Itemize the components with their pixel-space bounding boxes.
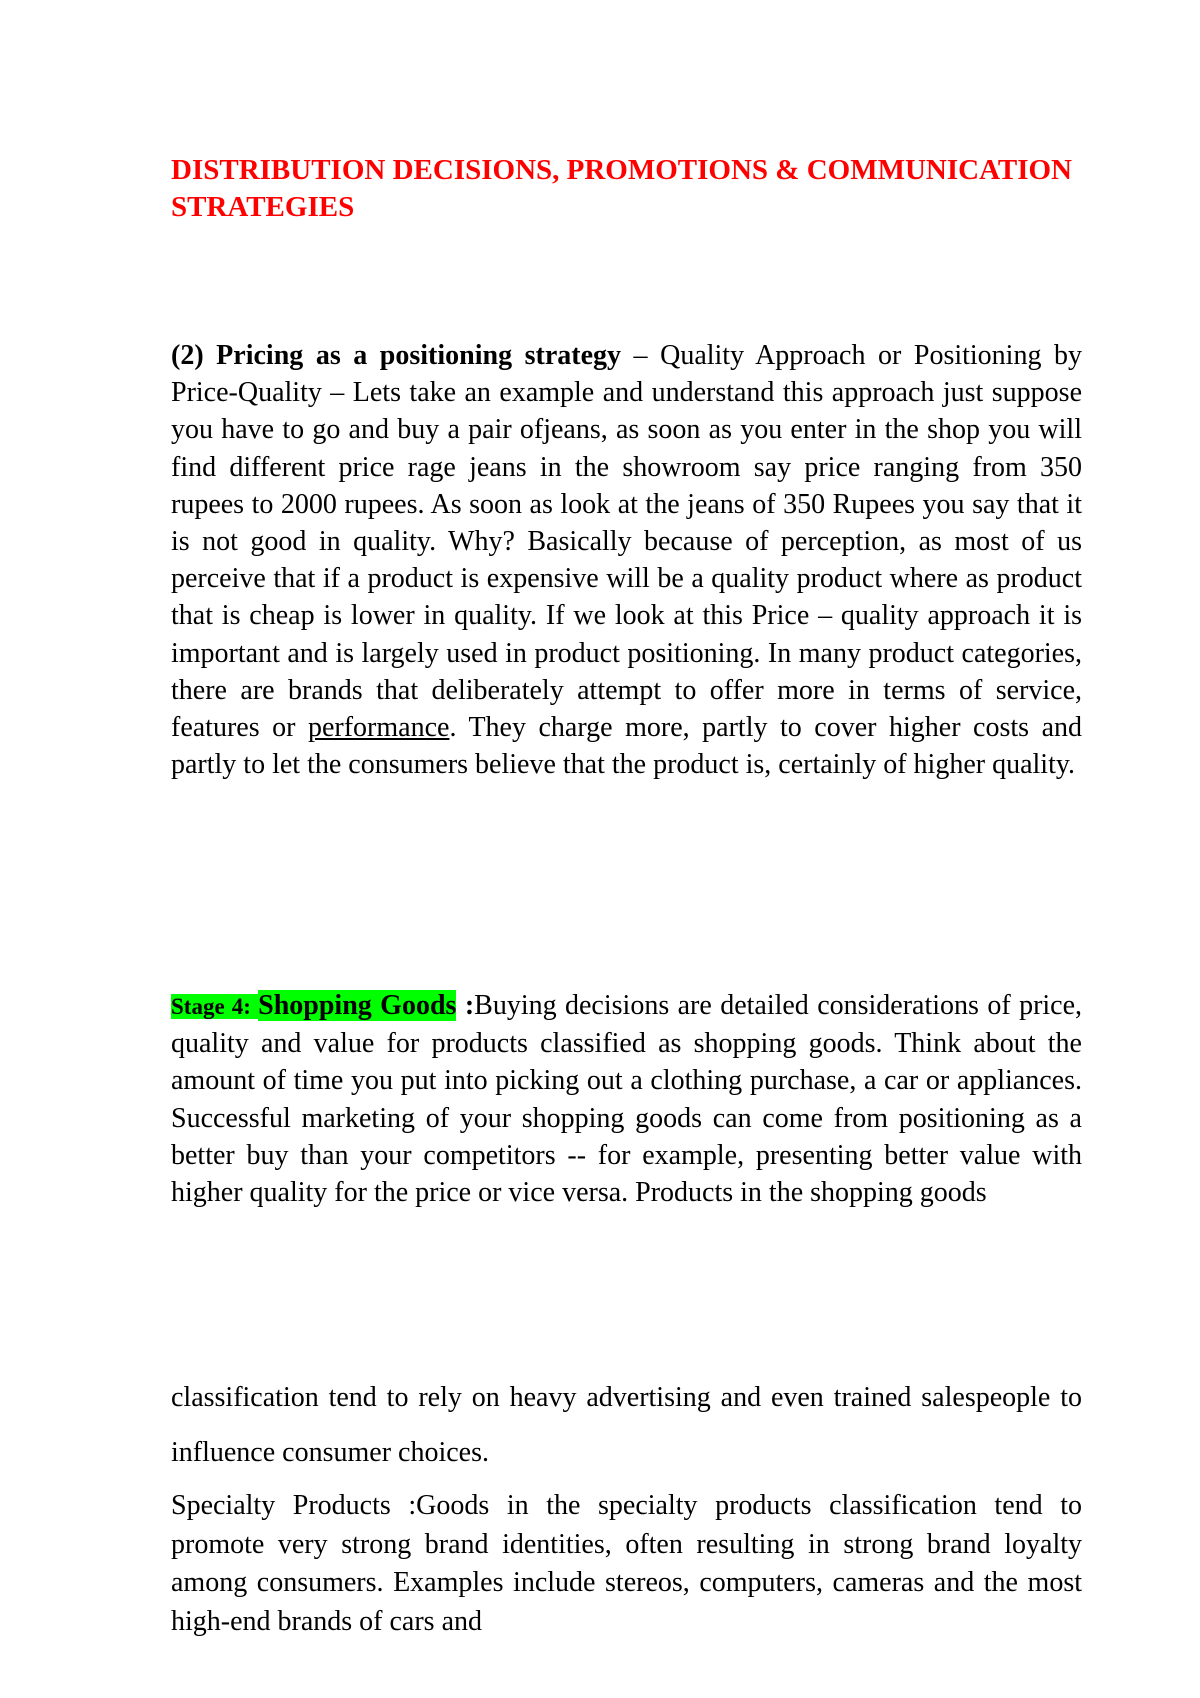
pricing-strategy-heading: (2) Pricing as a positioning strategy <box>171 340 622 371</box>
shopping-goods-gap <box>456 990 464 1021</box>
performance-link[interactable]: performance <box>307 712 450 744</box>
shopping-goods-colon: : <box>464 990 475 1021</box>
paragraph-classification: classification tend to rely on heavy advertising and even trained salespeople to influence consumer choices. <box>171 1382 1082 1468</box>
paragraph-shopping-goods <box>171 987 1082 1211</box>
shopping-goods-text: Buying decisions are detailed considerations of price, quality and value for products classified as shopping goods. Think about the amount of time you put into picking out a clothing purchase, a car or appliances. Successful marketing of your shopping goods can come from positioning as a better buy than your competitors -- for example, presenting better value with higher quality for the price or vice versa. Products in the shopping goods <box>171 990 1083 1209</box>
paragraph-specialty-products: Specialty Products :Goods in the specialty products classification tend to promote very strong brand identities, often resulting in strong brand loyalty among consumers. Examples include stereos, computers, cameras and the most high-end brands of cars and <box>171 1490 1082 1637</box>
shopping-goods-highlight: Shopping Goods <box>258 990 457 1021</box>
pricing-strategy-text-end: . They charge more, partly to cover higher costs and partly to let the consumers believe that the product is, certainly of higher quality. <box>171 712 1082 781</box>
paragraph-pricing-strategy <box>171 337 1082 783</box>
document-title: DISTRIBUTION DECISIONS, PROMOTIONS & COMMUNICATION STRATEGIES <box>171 154 1072 223</box>
stage-label: Stage 4: <box>171 994 259 1019</box>
pricing-strategy-text: – Quality Approach or Positioning by Price-Quality – Lets take an example and understand this approach just suppose you have to go and buy a pair ofjeans, as soon as you enter in the shop you will find different price rage jeans in the showroom say price ranging from 350 rupees to 2000 rupees. As soon as look at the jeans of 350 Rupees you say that it is not good in quality. Why? Basically because of perception, as most of us perceive that if a product is expensive will be a quality product where as product that is cheap is lower in quality. If we look at this Price – quality approach it is important and is largely used in product positioning. In many product categories, there are brands that deliberately attempt to offer more in terms of service, features or <box>171 340 1082 744</box>
